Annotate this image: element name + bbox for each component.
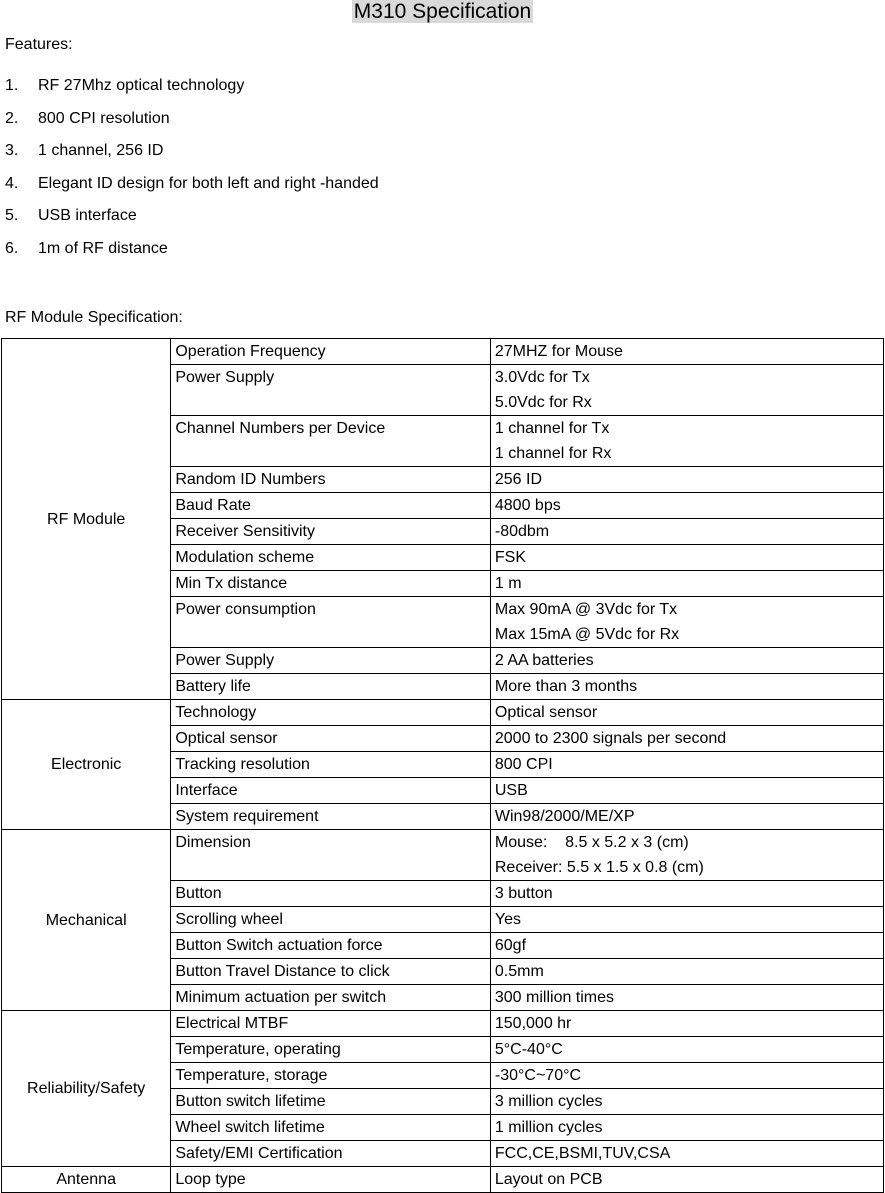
spec-heading: RF Module Specification:	[5, 309, 183, 326]
spec-value-cell	[490, 493, 883, 519]
spec-item: Electrical MTBF	[171, 1011, 491, 1037]
spec-value: FCC,CE,BSMI,TUV,CSA	[494, 1145, 671, 1162]
spec-value-cell	[490, 830, 883, 881]
list-item	[5, 75, 379, 108]
spec-value: Max 90mA @ 3Vdc for Tx	[494, 601, 678, 618]
spec-value-cell	[490, 545, 883, 571]
spec-item: Operation Frequency	[171, 339, 491, 365]
spec-item: Button Switch actuation force	[171, 933, 491, 959]
features-heading: Features:	[5, 36, 73, 53]
list-text: 1m of RF distance	[38, 239, 168, 257]
table-row	[2, 1167, 884, 1193]
list-item	[5, 108, 379, 141]
spec-value: 1 channel for Tx	[494, 420, 610, 437]
spec-value: 1 channel for Rx	[494, 445, 612, 462]
spec-value: 2 AA batteries	[494, 652, 594, 669]
spec-item: Modulation scheme	[171, 545, 491, 571]
title-wrap	[0, 0, 885, 23]
spec-item: Loop type	[171, 1167, 491, 1193]
spec-item: Minimum actuation per switch	[171, 985, 491, 1011]
spec-value-cell	[490, 933, 883, 959]
spec-value: USB	[494, 782, 528, 799]
spec-item: Technology	[171, 700, 491, 726]
spec-table-body	[2, 339, 884, 1193]
spec-value: 3.0Vdc for Tx	[494, 369, 590, 386]
list-number: 3.	[5, 142, 19, 160]
list-text: 1 channel, 256 ID	[38, 142, 164, 160]
spec-value-cell	[490, 1011, 883, 1037]
spec-value-cell	[490, 907, 883, 933]
table-row	[2, 1011, 884, 1037]
spec-value-cell	[490, 700, 883, 726]
spec-value: 4800 bps	[494, 497, 561, 514]
group-label: RF Module	[2, 339, 171, 700]
spec-value: Receiver: 5.5 x 1.5 x 0.8 (cm)	[494, 859, 704, 876]
spec-value: More than 3 months	[494, 678, 638, 695]
spec-value-cell	[490, 959, 883, 985]
spec-value-cell	[490, 1089, 883, 1115]
spec-item: Dimension	[171, 830, 491, 881]
spec-value: 150,000 hr	[494, 1015, 572, 1032]
spec-item: Button Travel Distance to click	[171, 959, 491, 985]
spec-value-cell	[490, 597, 883, 648]
spec-item: Min Tx distance	[171, 571, 491, 597]
spec-value-cell	[490, 726, 883, 752]
list-number: 4.	[5, 174, 19, 192]
spec-value-cell	[490, 416, 883, 467]
list-text: RF 27Mhz optical technology	[38, 77, 245, 94]
spec-item: Receiver Sensitivity	[171, 519, 491, 545]
spec-value: Max 15mA @ 5Vdc for Rx	[494, 626, 680, 643]
spec-value-cell	[490, 778, 883, 804]
spec-value-cell	[490, 1063, 883, 1089]
spec-value: 800 CPI	[494, 756, 553, 773]
spec-value: 2000 to 2300 signals per second	[494, 730, 727, 747]
spec-item: Power Supply	[171, 365, 491, 416]
spec-value: 1 million cycles	[494, 1119, 603, 1136]
spec-item: Wheel switch lifetime	[171, 1115, 491, 1141]
spec-value-cell	[490, 519, 883, 545]
list-item	[5, 238, 379, 271]
spec-value-cell	[490, 752, 883, 778]
spec-item: Baud Rate	[171, 493, 491, 519]
spec-value: 300 million times	[494, 989, 615, 1006]
list-number: 5.	[5, 207, 19, 225]
group-label: Antenna	[2, 1167, 171, 1193]
spec-value: Yes	[494, 911, 521, 928]
spec-item: Interface	[171, 778, 491, 804]
page-title: M310 Specification	[353, 0, 532, 23]
spec-item: Power Supply	[171, 648, 491, 674]
spec-value-cell	[490, 881, 883, 907]
spec-value: Layout on PCB	[494, 1171, 603, 1188]
list-number: 1.	[5, 77, 19, 94]
group-label: Reliability/Safety	[2, 1011, 171, 1167]
spec-item: Button	[171, 881, 491, 907]
spec-value: 1 m	[494, 575, 522, 592]
list-number: 6.	[5, 239, 19, 257]
spec-value: 27MHZ for Mouse	[494, 343, 623, 360]
list-item	[5, 173, 379, 206]
list-item	[5, 205, 379, 238]
spec-value-cell	[490, 365, 883, 416]
spec-value: FSK	[494, 549, 526, 566]
spec-value-cell	[490, 1115, 883, 1141]
spec-value: Optical sensor	[494, 704, 598, 721]
spec-value-cell	[490, 985, 883, 1011]
spec-item: Battery life	[171, 674, 491, 700]
spec-item: Scrolling wheel	[171, 907, 491, 933]
spec-value: 3 button	[494, 885, 553, 902]
spec-item: Temperature, storage	[171, 1063, 491, 1089]
spec-value: 0.5mm	[494, 963, 544, 980]
spec-value: -30°C~70°C	[494, 1067, 582, 1084]
spec-value-cell	[490, 1037, 883, 1063]
table-row	[2, 830, 884, 881]
list-text: Elegant ID design for both left and right -handed	[38, 174, 379, 192]
group-label: Electronic	[2, 700, 171, 830]
spec-value: Mouse: 8.5 x 5.2 x 3 (cm)	[494, 834, 689, 851]
spec-item: Safety/EMI Certification	[171, 1141, 491, 1167]
list-text: 800 CPI resolution	[38, 109, 170, 127]
spec-item: System requirement	[171, 804, 491, 830]
spec-item: Power consumption	[171, 597, 491, 648]
spec-value-cell	[490, 804, 883, 830]
spec-value-cell	[490, 467, 883, 493]
spec-value: 256 ID	[494, 471, 543, 488]
spec-value-cell	[490, 674, 883, 700]
list-text: USB interface	[38, 207, 137, 225]
spec-item: Random ID Numbers	[171, 467, 491, 493]
spec-value: 5°C-40°C	[494, 1041, 563, 1058]
features-list	[5, 75, 379, 271]
spec-item: Optical sensor	[171, 726, 491, 752]
spec-value: 60gf	[494, 937, 527, 954]
list-number: 2.	[5, 109, 19, 127]
group-label: Mechanical	[2, 830, 171, 1011]
spec-item: Button switch lifetime	[171, 1089, 491, 1115]
spec-value: 3 million cycles	[494, 1093, 603, 1110]
spec-value-cell	[490, 571, 883, 597]
table-row	[2, 700, 884, 726]
spec-value-cell	[490, 648, 883, 674]
table-row	[2, 339, 884, 365]
spec-value: 5.0Vdc for Rx	[494, 394, 592, 411]
spec-value-cell	[490, 339, 883, 365]
spec-table	[1, 338, 884, 1193]
spec-value-cell	[490, 1167, 883, 1193]
spec-item: Temperature, operating	[171, 1037, 491, 1063]
spec-item: Channel Numbers per Device	[171, 416, 491, 467]
spec-value: -80dbm	[494, 523, 550, 540]
spec-value-cell	[490, 1141, 883, 1167]
spec-item: Tracking resolution	[171, 752, 491, 778]
spec-value: Win98/2000/ME/XP	[494, 808, 635, 825]
list-item	[5, 140, 379, 173]
